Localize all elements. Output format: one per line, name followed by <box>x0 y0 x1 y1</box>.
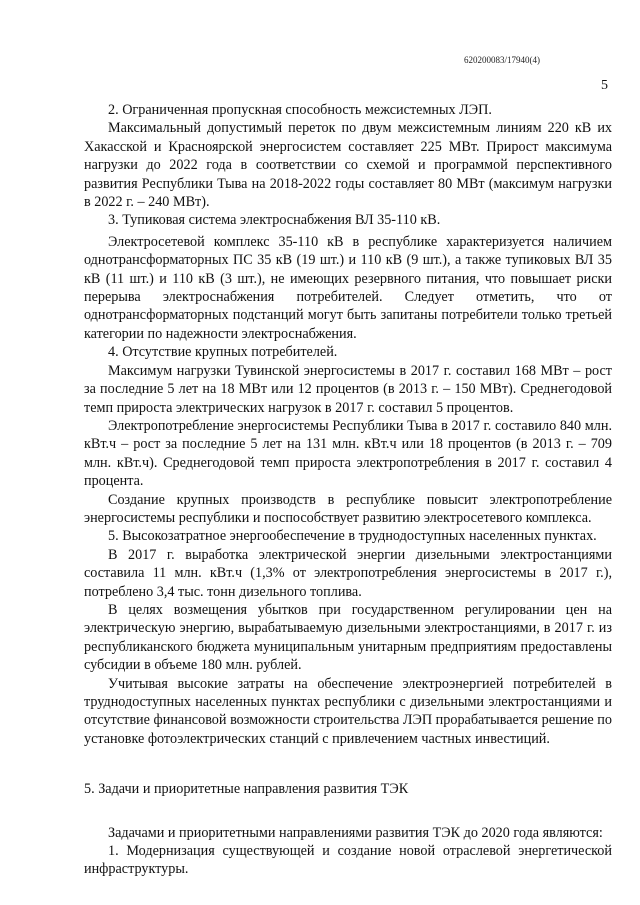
paragraph: 1. Модернизация существующей и создание новой отраслевой энергетической инфраструктуры. <box>84 843 612 878</box>
paragraph: Электропотребление энергосистемы Республики Тыва в 2017 г. составило 840 млн. кВт.ч – рост за последние 5 лет на 131 млн. кВт.ч или 18 процентов (в 2013 г. – 709 млн. кВт.ч). Среднегодовой темп прироста электропотребления в 2017 г. составил 4 процента. <box>84 417 612 490</box>
paragraph: Максимальный допустимый переток по двум межсистемным линиям 220 кВ их Хакасской и Красноярской энергосистем составляет 225 МВт. Прирост максимума нагрузки до 2022 года в соответствии со схемой и программой перспективного развития Республики Тыва на 2018-2022 годы составляет 80 МВт (максимум нагрузки в 2022 г. – 240 МВт). <box>84 120 612 211</box>
paragraph-heading-2: 2. Ограниченная пропускная способность межсистемных ЛЭП. <box>108 102 492 118</box>
paragraph-heading-4: 4. Отсутствие крупных потребителей. <box>108 344 338 361</box>
paragraph: Задачами и приоритетными направлениями развития ТЭК до 2020 года являются: <box>108 824 603 841</box>
paragraph: Максимум нагрузки Тувинской энергосистемы в 2017 г. составил 168 МВт – рост за последние 5 лет на 18 МВт или 12 процентов (в 2013 г. – 150 МВт). Среднегодовой темп прироста электрических нагрузок в 2017 г. составил 5 процентов. <box>84 362 612 416</box>
page-number: 5 <box>601 78 608 93</box>
paragraph: В 2017 г. выработка электрической энергии дизельными электростанциями составила 11 млн. кВт.ч (1,3% от электропотребления энергосистемы в 2017 г.), потреблено 3,4 тыс. тонн дизельного топлива. <box>84 546 612 600</box>
paragraph-heading-3: 3. Тупиковая система электроснабжения ВЛ 35-110 кВ. <box>108 212 441 229</box>
paragraph: Электросетевой комплекс 35-110 кВ в республике характеризуется наличием однотрансформаторных ПС 35 кВ (19 шт.) и 110 кВ (9 шт.), а также тупиковых ВЛ 35 кВ (11 шт.) и 110 кВ (3 шт.), не имеющих резервного питания, что повышает риски перерыва электроснабжения потребителей. Следует отметить, что от однотрансформаторных подстанций могут быть запитаны потребители только третьей категории по надежности электроснабжения. <box>84 233 612 342</box>
section-title: 5. Задачи и приоритетные направления развития ТЭК <box>84 781 409 798</box>
paragraph: Создание крупных производств в республике повысит электропотребление энергосистемы республики и поспособствует развитию электросетевого комплекса. <box>84 491 612 526</box>
paragraph: Учитывая высокие затраты на обеспечение электроэнергией потребителей в труднодоступных населенных пунктах республики с дизельными электростанциями и отсутствие финансовой возможности строительства ЛЭП прорабатывается решение по установке фотоэлектрических станций с привлечением частных инвестиций. <box>84 675 612 747</box>
paragraph: В целях возмещения убытков при государственном регулировании цен на электрическую энергию, вырабатываемую дизельными электростанциями, в 2017 г. из республиканского бюджета муниципальным унитарным предприятиям предоставлены субсидии в объеме 180 млн. рублей. <box>84 601 612 674</box>
document-code: 620200083/17940(4) <box>464 55 540 65</box>
paragraph-heading-5: 5. Высокозатратное энергообеспечение в труднодоступных населенных пунктах. <box>108 528 597 545</box>
document-body <box>84 101 612 879</box>
